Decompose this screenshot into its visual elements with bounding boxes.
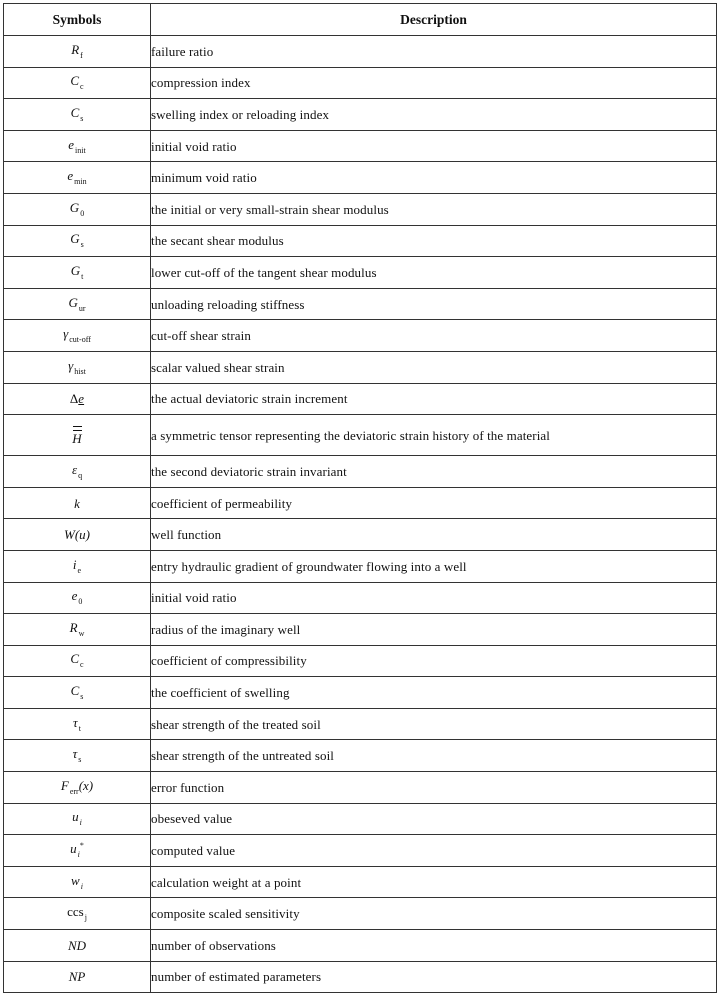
symbol-subscript: s: [78, 755, 82, 765]
symbol-subscript: ur: [78, 303, 86, 313]
description-cell: swelling index or reloading index: [151, 99, 717, 131]
description-cell: initial void ratio: [151, 130, 717, 162]
symbol-subscript: c: [80, 660, 84, 670]
table-row: [4, 288, 717, 320]
symbol-tensor: [72, 426, 81, 445]
description-cell: calculation weight at a point: [151, 866, 717, 898]
symbol-subscript: cut-off: [69, 335, 91, 345]
description-cell: coefficient of compressibility: [151, 645, 717, 677]
table-row: [4, 225, 717, 257]
table-row: [4, 961, 717, 993]
symbol-cell: [4, 320, 151, 352]
description-cell: compression index: [151, 67, 717, 99]
symbol: W: [63, 527, 75, 543]
symbol-subscript: min: [74, 177, 87, 187]
symbol-subscript: i: [80, 881, 83, 891]
symbols-column-header: Symbols: [4, 4, 151, 36]
table-row: [4, 67, 717, 99]
table-row: [4, 99, 717, 131]
symbol-subscript: init: [75, 145, 86, 155]
symbol-cell: [4, 930, 151, 962]
symbol-subscript: err: [69, 786, 79, 796]
symbol-subscript: s: [80, 113, 84, 123]
symbol-cell: [4, 835, 151, 867]
table-row: [4, 866, 717, 898]
symbol: w: [71, 872, 80, 888]
symbol-cell: [4, 677, 151, 709]
description-cell: shear strength of the untreated soil: [151, 740, 717, 772]
symbol-cell: [4, 740, 151, 772]
table-row: [4, 772, 717, 804]
table-row: [4, 519, 717, 551]
symbol: u: [70, 841, 77, 857]
symbol-cell: [4, 708, 151, 740]
table-row: [4, 257, 717, 289]
symbol: G: [70, 231, 80, 247]
symbol-argument: (u): [74, 527, 90, 543]
description-cell: cut-off shear strain: [151, 320, 717, 352]
symbol: G: [69, 199, 80, 215]
symbol: R: [71, 41, 80, 57]
symbol: R: [69, 619, 78, 635]
table-row: [4, 320, 717, 352]
description-cell: the initial or very small-strain shear modulus: [151, 193, 717, 225]
table-row: [4, 708, 717, 740]
symbol-cell: [4, 866, 151, 898]
symbol-cell: [4, 288, 151, 320]
table-row: [4, 614, 717, 646]
symbol-superscript: *: [79, 841, 84, 851]
symbol-subscript: 0: [78, 597, 83, 607]
table-row: [4, 645, 717, 677]
table-row: [4, 351, 717, 383]
symbol: G: [68, 294, 78, 310]
table-row: [4, 740, 717, 772]
table-row: [4, 162, 717, 194]
symbol-cell: [4, 487, 151, 519]
symbol: F: [60, 777, 69, 793]
table-header-row: [4, 4, 717, 36]
description-cell: a symmetric tensor representing the deviatoric strain history of the material: [151, 415, 717, 456]
symbol-subscript: w: [78, 628, 85, 638]
symbols-table: [3, 3, 717, 993]
symbol-cell: [4, 257, 151, 289]
table-row: [4, 898, 717, 930]
description-cell: radius of the imaginary well: [151, 614, 717, 646]
symbol-cell: [4, 415, 151, 456]
symbol-cell: [4, 99, 151, 131]
symbol: τ: [73, 714, 78, 730]
table-row: [4, 36, 717, 68]
description-cell: composite scaled sensitivity: [151, 898, 717, 930]
symbol: C: [70, 104, 80, 120]
table-row: [4, 930, 717, 962]
symbol-subscript: 0: [80, 208, 85, 218]
symbol-delta: Δ: [69, 391, 79, 407]
table-row: [4, 456, 717, 488]
symbol-cell: [4, 383, 151, 415]
symbol: C: [70, 651, 80, 667]
table-row: [4, 835, 717, 867]
description-cell: entry hydraulic gradient of groundwater flowing into a well: [151, 550, 717, 582]
symbol: G: [70, 262, 81, 278]
table-row: [4, 582, 717, 614]
symbol: H: [72, 430, 82, 446]
symbol-subscript: e: [77, 565, 82, 575]
description-cell: unloading reloading stiffness: [151, 288, 717, 320]
symbol: ND: [67, 937, 87, 953]
description-cell: initial void ratio: [151, 582, 717, 614]
table-row: [4, 803, 717, 835]
description-cell: obeseved value: [151, 803, 717, 835]
symbol-argument: (x): [78, 777, 94, 793]
symbol: e: [68, 136, 75, 152]
symbol-cell: [4, 961, 151, 993]
symbol: e: [67, 168, 74, 184]
symbol: γ: [68, 357, 74, 373]
symbol: NP: [68, 969, 86, 985]
symbol: ε: [71, 461, 78, 477]
symbol: C: [70, 683, 80, 699]
symbol-cell: [4, 614, 151, 646]
description-cell: lower cut-off of the tangent shear modulus: [151, 257, 717, 289]
symbol-cell: [4, 582, 151, 614]
symbol-subscript: i: [77, 850, 80, 860]
table-row: [4, 550, 717, 582]
symbol-subscript: hist: [74, 366, 86, 376]
symbol: k: [74, 495, 80, 511]
table-row: [4, 487, 717, 519]
table-row: [4, 677, 717, 709]
description-cell: coefficient of permeability: [151, 487, 717, 519]
symbol-cell: [4, 772, 151, 804]
symbol-cell: [4, 67, 151, 99]
description-cell: scalar valued shear strain: [151, 351, 717, 383]
symbol-subscript: t: [81, 271, 84, 281]
description-cell: minimum void ratio: [151, 162, 717, 194]
description-cell: error function: [151, 772, 717, 804]
symbol-subscript: s: [80, 692, 84, 702]
description-column-header: Description: [151, 4, 717, 36]
symbol-cell: [4, 456, 151, 488]
double-overbar: [73, 426, 81, 431]
table-row: [4, 130, 717, 162]
symbol-cell: [4, 351, 151, 383]
symbol-subscript: q: [78, 470, 83, 480]
symbol-cell: [4, 225, 151, 257]
symbol-cell: [4, 645, 151, 677]
description-cell: the actual deviatoric strain increment: [151, 383, 717, 415]
symbol-subscript: t: [78, 723, 81, 733]
symbol-subscript: j: [84, 913, 87, 923]
description-cell: computed value: [151, 835, 717, 867]
description-cell: number of estimated parameters: [151, 961, 717, 993]
symbol: γ: [63, 326, 69, 342]
symbol: i: [72, 556, 77, 572]
symbol-subscript: i: [79, 818, 82, 828]
symbol-cell: [4, 130, 151, 162]
symbol: ccs: [67, 904, 84, 920]
description-cell: shear strength of the treated soil: [151, 708, 717, 740]
symbol: e: [78, 391, 85, 407]
description-cell: well function: [151, 519, 717, 551]
table-row: [4, 383, 717, 415]
symbol-subscript: s: [80, 240, 84, 250]
description-cell: the second deviatoric strain invariant: [151, 456, 717, 488]
description-cell: the secant shear modulus: [151, 225, 717, 257]
table-row: [4, 415, 717, 456]
symbol-cell: [4, 519, 151, 551]
symbol-cell: [4, 36, 151, 68]
description-cell: failure ratio: [151, 36, 717, 68]
symbol-cell: [4, 803, 151, 835]
description-cell: number of observations: [151, 930, 717, 962]
symbol-cell: [4, 898, 151, 930]
symbol: τ: [72, 746, 78, 762]
table-row: [4, 193, 717, 225]
description-cell: the coefficient of swelling: [151, 677, 717, 709]
symbol: e: [71, 588, 78, 604]
symbol-cell: [4, 193, 151, 225]
symbol-subscript: c: [80, 82, 84, 92]
symbol-cell: [4, 550, 151, 582]
symbol: C: [70, 73, 80, 89]
symbol-subscript: f: [80, 50, 83, 60]
symbol-cell: [4, 162, 151, 194]
symbol: u: [72, 809, 79, 825]
